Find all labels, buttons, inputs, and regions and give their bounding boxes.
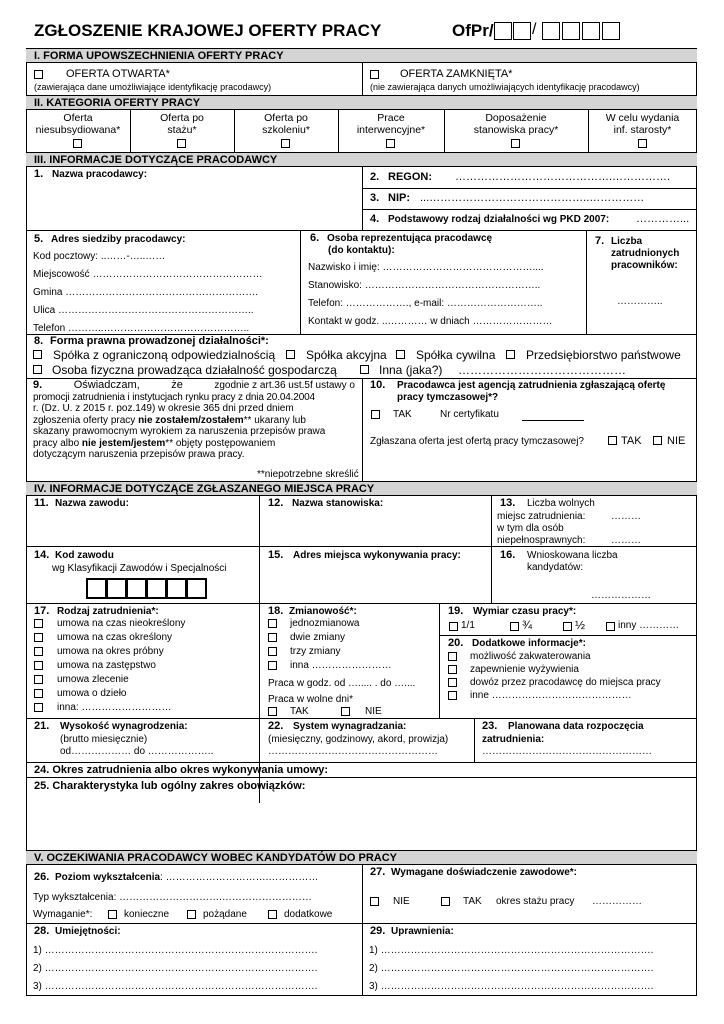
start-date-label: Planowana data rozpoczęcia <box>508 721 644 732</box>
certificate-label: Nr certyfikatu <box>440 409 499 420</box>
category-1-checkbox[interactable] <box>73 139 82 148</box>
category-4-checkbox[interactable] <box>386 139 395 148</box>
contact-hours-field[interactable]: Kontakt w godz. ..………… w dniach …………………… <box>308 316 553 327</box>
footnote: **niepotrzebne skreślić <box>257 469 359 480</box>
category-1: Oferta niesubsydiowana* <box>35 112 121 136</box>
section-4-header: IV. INFORMACJE DOTYCZĄCE ZGŁASZANEGO MIEJSCA PRACY <box>26 481 697 496</box>
shift-option-3-checkbox[interactable] <box>268 647 277 656</box>
working-time-option-2-checkbox[interactable] <box>510 622 519 631</box>
shift-option-4-checkbox[interactable] <box>268 661 277 670</box>
working-time-option-3-label: ½ <box>575 618 586 632</box>
pkd-field[interactable]: …………... <box>636 213 690 225</box>
legal-form-option-6-label: Inna (jaka?) <box>379 363 443 377</box>
requirement-option-3-checkbox[interactable] <box>268 910 277 919</box>
requirement-option-2-checkbox[interactable] <box>187 910 196 919</box>
contact-phone-email-field[interactable]: Telefon: ………………., e-mail: ……………………….. <box>308 298 543 309</box>
licenses-label: Uprawnienia: <box>391 926 454 937</box>
weekend-work-label: Praca w wolne dni* <box>268 694 354 705</box>
legal-form-label: Forma prawna prowadzonej działalności*: <box>50 335 269 347</box>
legal-form-option-1-checkbox[interactable] <box>33 350 42 359</box>
ref-number-boxes[interactable]: / <box>494 22 644 42</box>
employee-count-label: Liczba <box>611 236 643 247</box>
license-line-2[interactable]: 2) ………………………………………………………………………. <box>369 963 654 974</box>
legal-form-option-6-checkbox[interactable] <box>360 365 369 374</box>
skill-line-2[interactable]: 2) ………………………………………………………………………. <box>33 963 318 974</box>
closed-offer-note: (nie zawierająca danych umożliwiających identyfikację pracodawcy) <box>370 82 640 92</box>
shift-option-1-checkbox[interactable] <box>268 619 277 628</box>
salary-range-field[interactable]: od……………… do ……………….. <box>60 746 214 757</box>
category-3: Oferta po szkoleniu* <box>262 112 310 136</box>
employment-type-option-5-label: umowa zlecenie <box>57 674 129 685</box>
employee-count-field[interactable]: ………….. <box>617 296 663 307</box>
additional-info-option-4-checkbox[interactable] <box>448 691 457 700</box>
section-1-header: I. FORMA UPOWSZECHNIENIA OFERTY PRACY <box>26 48 697 63</box>
employment-type-option-6-label: umowa o dzieło <box>57 688 127 699</box>
section-2-header: II. KATEGORIA OFERTY PRACY <box>26 95 697 110</box>
additional-info-option-1-label: możliwość zakwaterowania <box>470 651 591 662</box>
license-line-1[interactable]: 1) ………………………………………………………………………. <box>369 945 654 956</box>
nip-field[interactable]: ...……………………………………..…………… <box>420 192 645 204</box>
legal-form-option-3-label: Spółka cywilna <box>416 348 496 362</box>
employment-type-option-2-checkbox[interactable] <box>34 633 43 642</box>
additional-info-option-2-label: zapewnienie wyżywienia <box>470 664 579 675</box>
salary-label: Wysokość wynagrodzenia: <box>60 721 188 732</box>
pay-system-label: System wynagradzania: <box>293 721 407 732</box>
employment-type-option-1-label: umowa na czas nieokreślony <box>57 618 186 629</box>
shift-option-1-label: jednozmianowa <box>290 618 360 629</box>
legal-form-other-field[interactable]: …………………………………… <box>458 363 626 377</box>
closed-offer-checkbox[interactable] <box>370 70 379 79</box>
vacancies-field[interactable]: ……… <box>611 511 641 522</box>
temp-offer-no-checkbox[interactable] <box>653 436 662 445</box>
contact-name-field[interactable]: Nazwisko i imię: ……………………………………….... <box>308 262 544 273</box>
working-time-option-4-label: inny ………… <box>618 620 680 631</box>
working-time-option-3-checkbox[interactable] <box>563 622 572 631</box>
legal-form-options-row-2 <box>33 364 695 378</box>
education-label: Poziom wykształcenia: ………………………….…………… <box>55 872 319 883</box>
employment-type-label: Rodzaj zatrudnienia*: <box>57 606 159 617</box>
working-time-option-4-checkbox[interactable] <box>606 622 615 631</box>
city-field[interactable]: Miejscowość …………………………………………… <box>33 269 263 280</box>
legal-form-option-2-checkbox[interactable] <box>286 350 295 359</box>
employment-type-option-7-checkbox[interactable] <box>34 703 43 712</box>
category-3-checkbox[interactable] <box>281 139 290 148</box>
employment-type-option-3-label: umowa na okres próbny <box>57 646 164 657</box>
form-title: ZGŁOSZENIE KRAJOWEJ OFERTY PRACY <box>34 21 382 40</box>
open-offer-note: (zawierająca dane umożliwiające identyfikację pracodawcy) <box>34 82 272 92</box>
temp-offer-yes-checkbox[interactable] <box>608 436 617 445</box>
candidates-count-field[interactable]: ……………… <box>591 590 651 601</box>
shift-option-4-label: inna …………………… <box>290 660 392 671</box>
legal-form-option-3-checkbox[interactable] <box>396 350 405 359</box>
legal-form-option-5-label: Osoba fizyczna prowadząca działalność gospodarczą <box>52 363 337 377</box>
open-offer-checkbox[interactable] <box>34 70 43 79</box>
occupation-code-label: Kod zawodu <box>55 550 114 561</box>
duties-field[interactable] <box>30 795 690 847</box>
requirement-option-1-label: konieczne <box>124 909 170 920</box>
shift-option-2-checkbox[interactable] <box>268 633 277 642</box>
additional-info-label: Dodatkowe informacje*: <box>472 638 586 649</box>
experience-yes-checkbox[interactable] <box>441 897 450 906</box>
skill-line-3[interactable]: 3) ………………………………………………………………………. <box>33 981 318 992</box>
weekend-no-checkbox[interactable] <box>341 707 350 716</box>
occupation-name-label: Nazwa zawodu: <box>55 498 129 509</box>
duties-label: 25. Charakterystyka lub ogólny zakres obowiązków: <box>34 780 306 792</box>
category-6-checkbox[interactable] <box>638 139 647 148</box>
regon-label: REGON: <box>388 171 432 183</box>
additional-info-option-2-checkbox[interactable] <box>448 665 457 674</box>
candidates-count-label: Wnioskowana liczba <box>527 550 618 561</box>
additional-info-option-4-label: inne …………………………………… <box>470 690 632 701</box>
category-4: Prace interwencyjne* <box>356 112 426 136</box>
position-name-label: Nazwa stanowiska: <box>292 498 384 509</box>
section-5-header: V. OCZEKIWANIA PRACODAWCY WOBEC KANDYDATÓW DO PRACY <box>26 850 697 865</box>
category-2-checkbox[interactable] <box>177 139 186 148</box>
working-time-label: Wymiar czasu pracy*: <box>473 606 577 617</box>
employment-period-label: 24. Okres zatrudnienia albo okres wykonywania umowy: <box>34 764 329 776</box>
vacancies-disabled-field[interactable]: ……… <box>611 535 641 546</box>
legal-form-option-2-label: Spółka akcyjna <box>306 348 387 362</box>
legal-form-options-row-1 <box>33 349 695 363</box>
category-5-checkbox[interactable] <box>511 139 520 148</box>
shift-option-3-label: trzy zmiany <box>290 646 341 657</box>
employment-type-option-1-checkbox[interactable] <box>34 619 43 628</box>
municipality-field[interactable]: Gmina …………………………………………………. <box>33 287 259 298</box>
experience-label: Wymagane doświadczenie zawodowe*: <box>391 867 577 878</box>
category-2: Oferta po stażu* <box>160 112 204 136</box>
skill-line-1[interactable]: 1) ………………………………………………………………………. <box>33 945 318 956</box>
skills-label: Umiejętności: <box>55 926 121 937</box>
weekend-yes-checkbox[interactable] <box>268 707 277 716</box>
closed-offer-label: OFERTA ZAMKNIĘTA* <box>400 68 513 80</box>
employer-name-label: Nazwa pracodawcy: <box>52 169 148 180</box>
shift-option-2-label: dwie zmiany <box>290 632 346 643</box>
additional-info-option-3-label: dowóz przez pracodawcę do miejsca pracy <box>470 677 661 688</box>
working-time-option-2-label: ¾ <box>522 618 533 632</box>
open-offer-label: OFERTA OTWARTA* <box>66 68 170 80</box>
temp-agency-yes-checkbox[interactable] <box>371 410 380 419</box>
category-6: W celu wydania inf. starosty* <box>605 112 680 136</box>
pkd-label: Podstawowy rodzaj działalności wg PKD 2007: <box>388 214 610 225</box>
education-type-field[interactable]: Typ wykształcenia: ………………………….……………………… <box>33 892 312 903</box>
ref-label: OfPr/ <box>452 21 494 40</box>
employment-type-option-5-checkbox[interactable] <box>34 675 43 684</box>
phone-field[interactable]: Telefon ………..…………………………………….. <box>33 323 250 334</box>
postal-code-field[interactable]: Kod pocztowy: ..……-…..…… <box>33 251 166 262</box>
nip-label: NIP: <box>388 192 410 204</box>
work-address-label: Adres miejsca wykonywania pracy: <box>293 550 461 561</box>
additional-info-option-1-checkbox[interactable] <box>448 652 457 661</box>
working-time-option-1-label: 1/1 <box>461 620 475 631</box>
employer-name-field[interactable] <box>30 182 360 228</box>
working-time-option-1-checkbox[interactable] <box>449 622 458 631</box>
work-hours-field[interactable]: Praca w godz. od …..... . do ….... <box>268 678 416 689</box>
certificate-field[interactable] <box>522 420 584 421</box>
declaration-9: 9. Oświadczam, że zgodnie z art.36 ust.5f ustawy o promocji zatrudnienia i instytucjach rynku pracy z dnia 20.04.2004 r. (Dz. U. z 2015 r. poz.149) w okresie 365 dni przed dniem zgłoszenia oferty pracy nie zostałem/zostałem** ukarany lub skazany prawomocnym wyrokiem za naruszenia przepisów prawa pracy albo nie jestem/jestem** objęty postępowaniem dotyczącym naruszenia przepisów prawa pracy. <box>33 379 355 460</box>
legal-form-option-4-checkbox[interactable] <box>506 350 515 359</box>
occupation-code-boxes[interactable] <box>86 578 216 600</box>
employment-type-option-6-checkbox[interactable] <box>34 689 43 698</box>
temp-offer-question: Zgłaszana oferta jest ofertą pracy tymczasowej? <box>370 436 584 447</box>
vacancies-label: Liczba wolnych <box>527 498 595 509</box>
category-5: Doposażenie stanowiska pracy* <box>473 112 559 136</box>
requirement-option-1-checkbox[interactable] <box>108 910 117 919</box>
regon-field[interactable]: …………………………………….……………. <box>455 171 671 183</box>
employment-type-option-7-label: inna: ……………………… <box>57 702 172 713</box>
start-date-field[interactable]: …………………………………………… <box>482 746 652 757</box>
legal-form-option-4-label: Przedsiębiorstwo państwowe <box>526 348 681 362</box>
pay-system-field[interactable]: …………………………………………… <box>268 746 438 757</box>
section-3-header: III. INFORMACJE DOTYCZĄCE PRACODAWCY <box>26 152 697 167</box>
temp-agency-label: Pracodawca jest agencją zatrudnienia zgłaszającą ofertę <box>397 380 666 391</box>
employment-type-option-2-label: umowa na czas określony <box>57 632 173 643</box>
employment-type-option-3-checkbox[interactable] <box>34 647 43 656</box>
contact-position-field[interactable]: Stanowisko: …………………………………………….. <box>308 280 541 291</box>
address-label: Adres siedziby pracodawcy: <box>51 234 186 245</box>
legal-form-option-5-checkbox[interactable] <box>33 365 42 374</box>
employment-type-option-4-checkbox[interactable] <box>34 661 43 670</box>
experience-no-checkbox[interactable] <box>370 897 379 906</box>
license-line-3[interactable]: 3) ………………………………………………………………………. <box>369 981 654 992</box>
requirement-option-3-label: dodatkowe <box>284 909 333 920</box>
legal-form-option-1-label: Spółka z ograniczoną odpowiedzialnością <box>53 348 276 362</box>
experience-period-field[interactable]: …………… <box>592 896 642 907</box>
employment-type-option-4-label: umowa na zastępstwo <box>57 660 156 671</box>
shift-label: Zmianowość*: <box>289 606 357 617</box>
street-field[interactable]: Ulica ………………………………………………….. <box>33 305 254 316</box>
requirement-option-2-label: pożądane <box>203 909 247 920</box>
additional-info-option-3-checkbox[interactable] <box>448 678 457 687</box>
requirement-label: Wymaganie*: <box>33 909 93 920</box>
contact-person-label: Osoba reprezentująca pracodawcę <box>327 233 493 244</box>
